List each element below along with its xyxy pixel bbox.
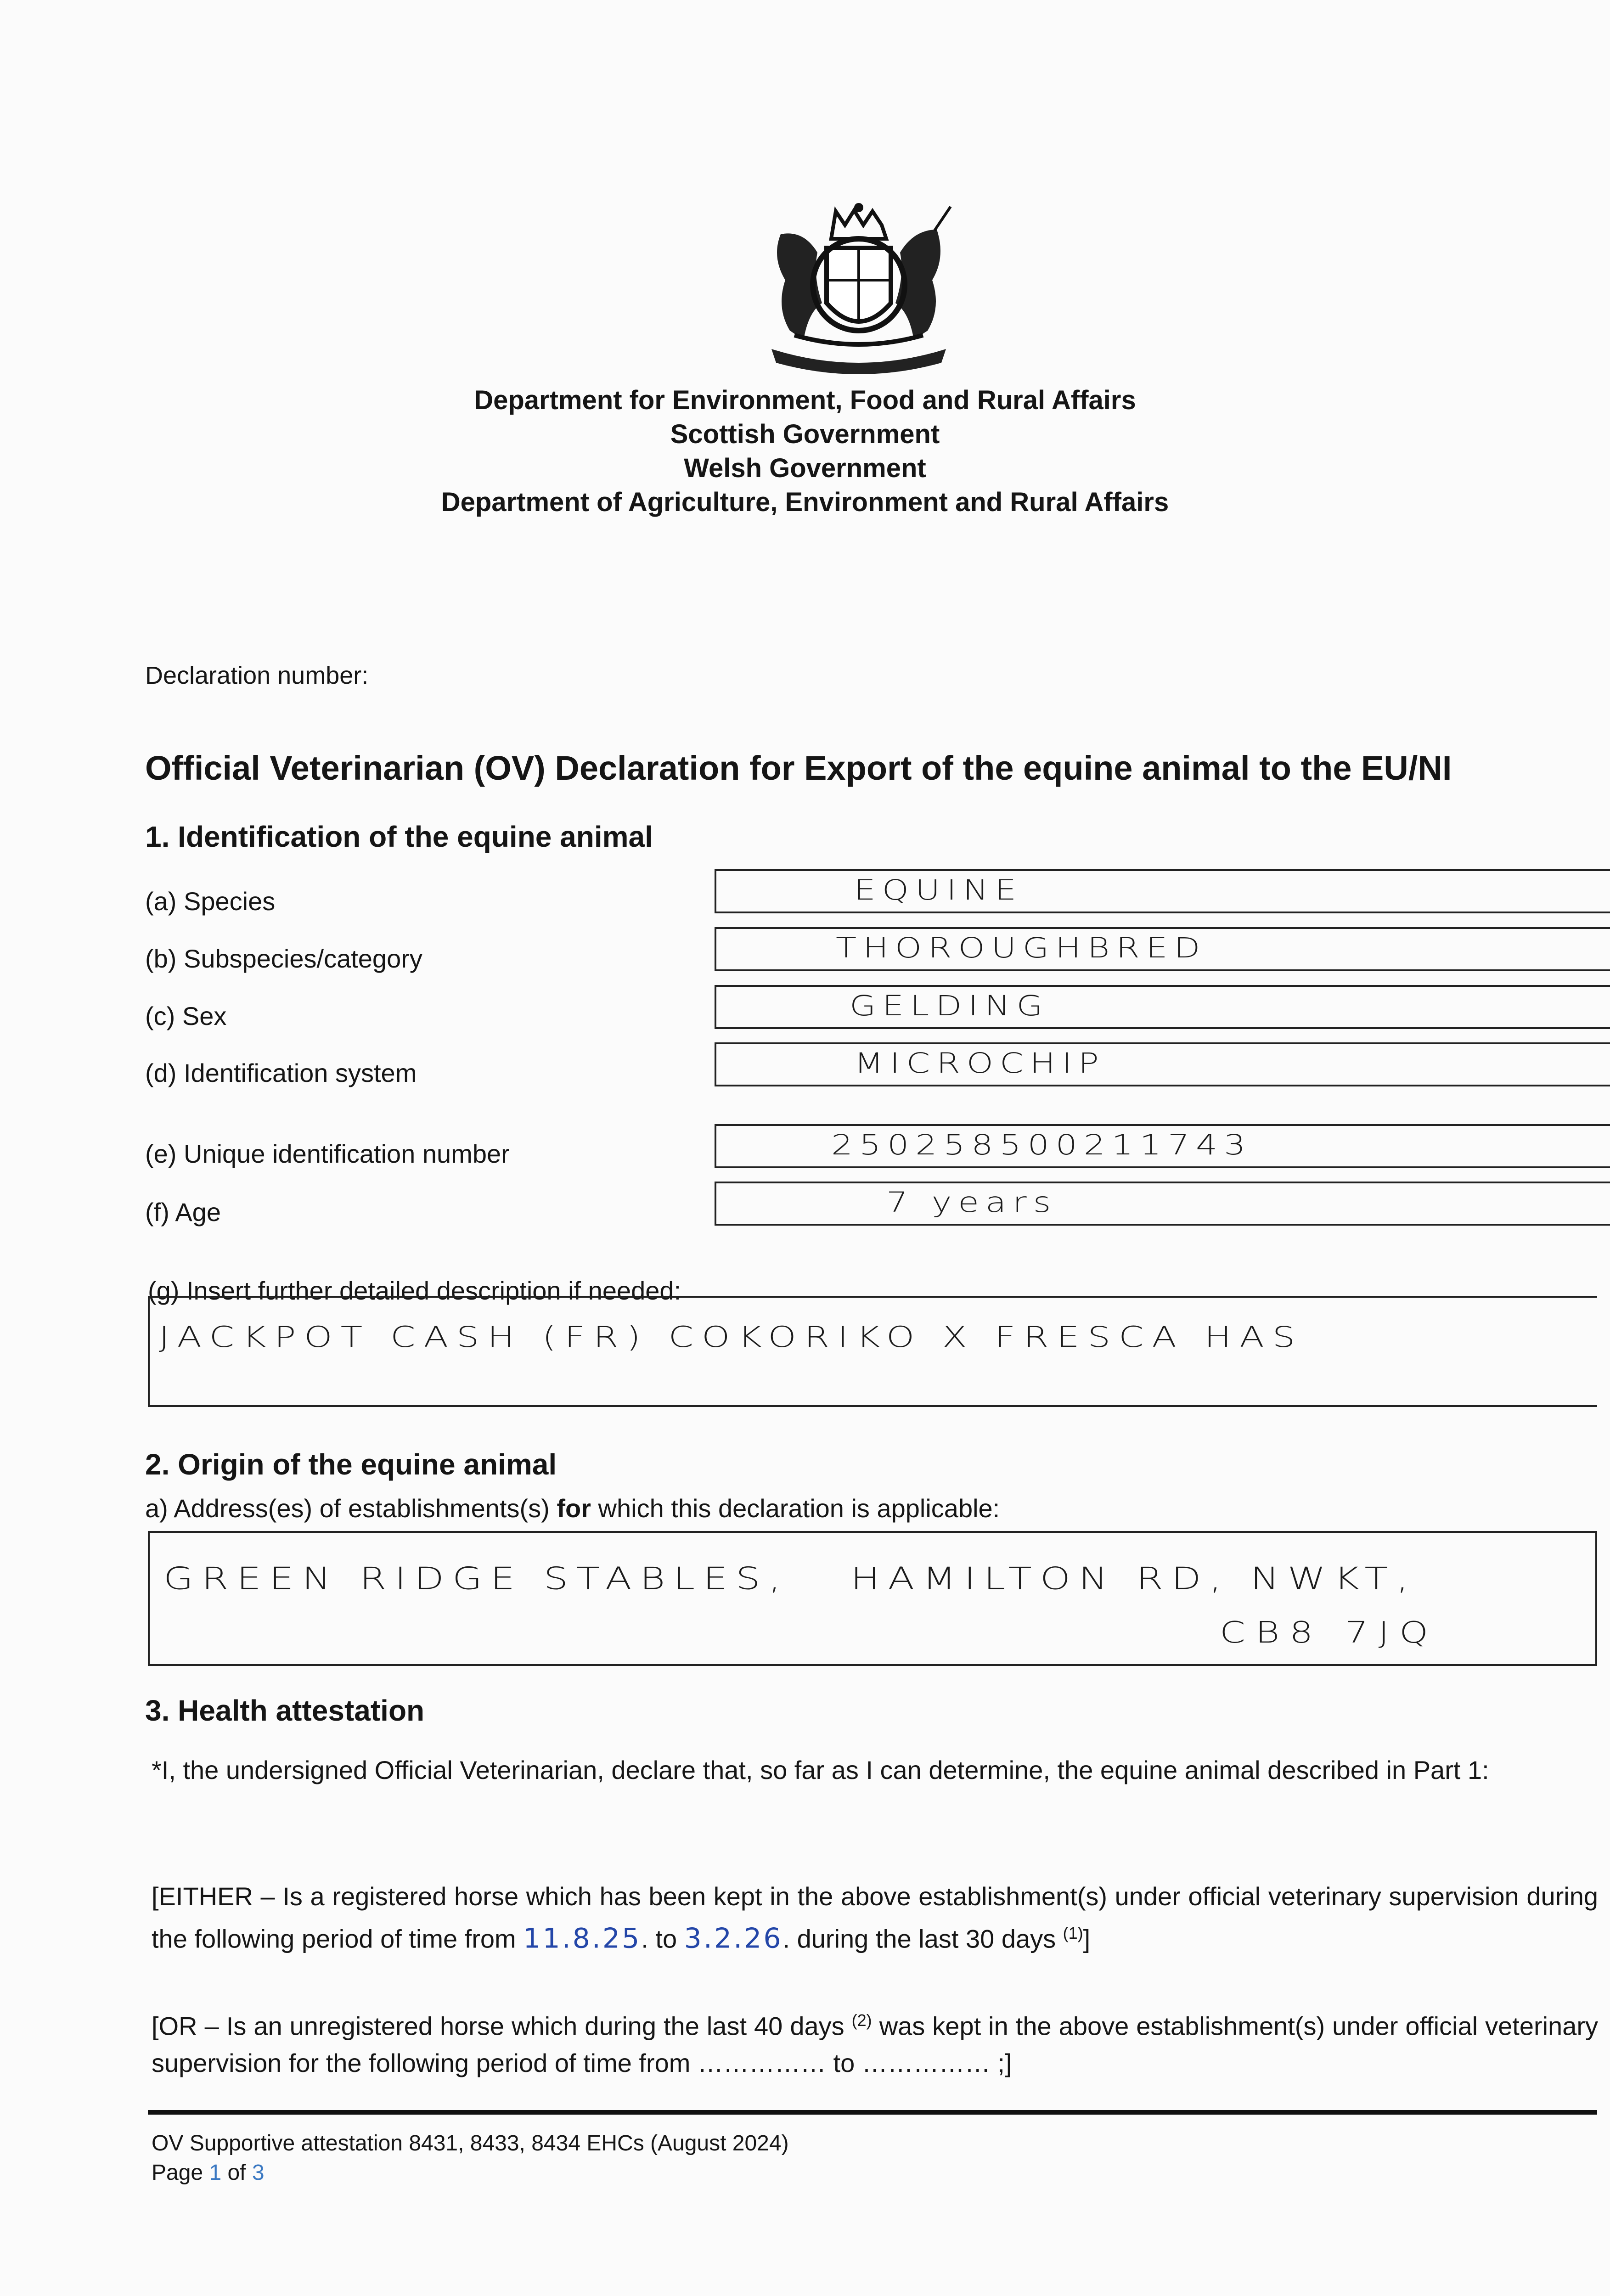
identification-system-label: (d) Identification system — [145, 1058, 417, 1087]
establishment-address-line-2: CB8 7JQ — [1220, 1615, 1439, 1650]
age-field[interactable] — [715, 1182, 1610, 1226]
document-title: Official Veterinarian (OV) Declaration for Export of the equine animal to the EU/NI — [145, 749, 1452, 787]
establishment-address-line-1: GREEN RIDGE STABLES, HAMILTON RD, NWKT, — [163, 1560, 1417, 1597]
or-clause: [OR – Is an unregistered horse which during the last 40 days $^{(2)}$ was kept in the above establishment(s) under official veterinary supervision for the following period of time from …………… to …………… ;] — [152, 2011, 1598, 2077]
section-3-heading: 3. Health attestation — [145, 1694, 425, 1727]
subspecies-value: THOROUGHBRED — [836, 932, 1207, 964]
footer-rule — [148, 2110, 1597, 2115]
age-value: 7 years — [886, 1186, 1058, 1219]
further-description-value: JACKPOT CASH (FR) COKORIKO X FRESCA HAS — [159, 1321, 1304, 1354]
unique-id-label: (e) Unique identification number — [145, 1139, 510, 1168]
section-2-heading: 2. Origin of the equine animal — [145, 1448, 557, 1481]
subspecies-label: (b) Subspecies/category — [145, 944, 422, 973]
further-description-box[interactable] — [148, 1296, 1597, 1407]
sex-field[interactable] — [715, 985, 1610, 1029]
sex-value: GELDING — [850, 990, 1049, 1022]
species-label: (a) Species — [145, 887, 276, 916]
footer-page-number: Page 1 of 3 — [152, 2161, 265, 2185]
agency-daera: Department of Agriculture, Environment and Rural Affairs — [441, 487, 1169, 517]
species-field[interactable] — [715, 869, 1610, 913]
section-1-heading: 1. Identification of the equine animal — [145, 820, 653, 853]
age-label: (f) Age — [145, 1198, 221, 1227]
establishment-address-label: a) Address(es) of establishments(s) for which this declaration is applicable: — [145, 1494, 1000, 1523]
sex-label: (c) Sex — [145, 1002, 227, 1030]
unique-id-field[interactable] — [715, 1124, 1610, 1168]
declaration-number-label: Declaration number: — [145, 662, 369, 689]
unique-id-value: 250258500211743 — [831, 1129, 1252, 1161]
either-to-date: 3.2.26 — [684, 1922, 783, 1955]
either-clause: [EITHER – Is a registered horse which has been kept in the above establishment(s) under official veterinary supervision during the following period of time from 11.8.25. to 3.2.26. during the last 30 days $^{(1)}$] — [152, 1882, 1598, 1955]
agency-welsh-government: Welsh Government — [684, 453, 926, 483]
agency-scottish-government: Scottish Government — [670, 419, 940, 449]
identification-system-field[interactable] — [715, 1042, 1610, 1086]
either-from-date: 11.8.25 — [523, 1922, 642, 1955]
subspecies-field[interactable] — [715, 927, 1610, 971]
agency-defra: Department for Environment, Food and Rural Affairs — [474, 385, 1136, 415]
species-value: EQUINE — [854, 874, 1023, 906]
establishment-address-box[interactable] — [148, 1531, 1597, 1666]
identification-system-value: MICROCHIP — [854, 1047, 1105, 1080]
royal-coat-of-arms-icon — [753, 202, 964, 377]
footer-attestation: OV Supportive attestation 8431, 8433, 8434 EHCs (August 2024) — [152, 2131, 789, 2155]
further-description-label: (g) Insert further detailed description if needed: — [148, 1276, 681, 1305]
health-attestation-intro: *I, the undersigned Official Veterinarian, declare that, so far as I can determine, the equine animal described in Part 1: — [152, 1756, 1489, 1784]
